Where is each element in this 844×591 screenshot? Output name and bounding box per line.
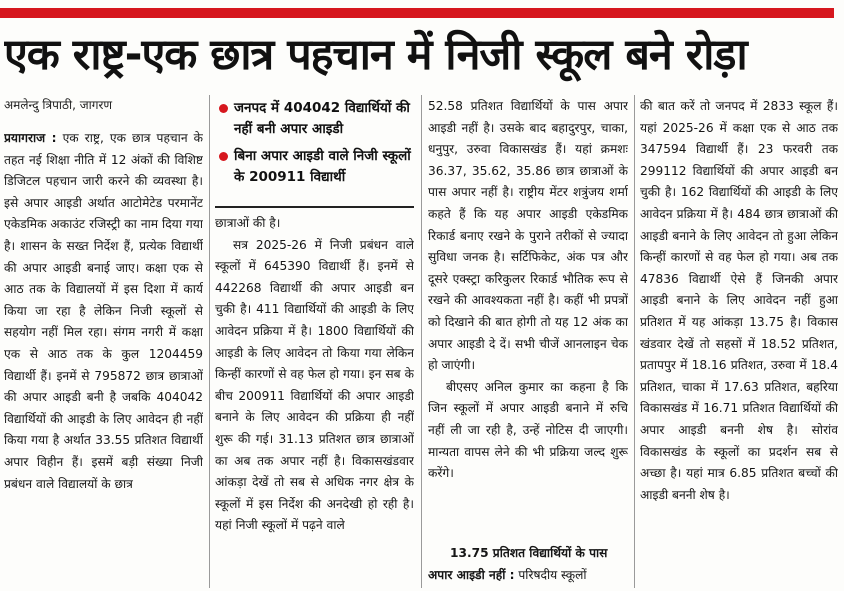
highlight-text: जनपद में 404042 विद्यार्थियों की नहीं बनी अपार आइडी xyxy=(234,100,410,137)
dateline: प्रयागराज : xyxy=(4,131,57,145)
highlights-box xyxy=(215,98,414,208)
paragraph: छात्राओं की है। xyxy=(215,216,281,230)
byline: अमलेन्दु त्रिपाठी, जागरण xyxy=(4,98,113,112)
headline: एक राष्ट्र-एक छात्र पहचान में निजी स्कूल बने रोड़ा xyxy=(4,30,747,80)
paragraph: सत्र 2025-26 में निजी प्रबंधन वाले स्कूलों में 645390 विद्यार्थी हैं। इनमें से 442268 विद्यार्थी की अपार आइडी बन चुकी है। 411 विद्यार्थियों की आइडी के लिए आवेदन प्रक्रिया में है। 1800 विद्यार्थियों की आइडी के लिए आवेदन तो किया गया लेकिन किन्हीं कारणों से वह फेल हो गया। इन सब के बीच 200911 विद्यार्थियों की अपार आइडी बनाने के लिए आवेदन की प्रक्रिया ही नहीं शुरू की गई। 31.13 प्रतिशत छात्र छात्राओं का अब तक अपार नहीं है। विकासखंडवार आंकड़ा देखें तो सब से अधिक नगर क्षेत्र के स्कूलों में इस निर्देश की अनदेखी हो रही है। यहां निजी स्कूलों में पढ़ने वाले xyxy=(215,237,414,533)
paragraph: बीएसए अनिल कुमार का कहना है कि जिन स्कूलों में अपार आइडी बनाने में रुचि नहीं ली जा रही है, उन्हें नोटिस दी जाएगी। मान्यता वापस लेने की भी प्रक्रिया जल्द शुरू करेंगे। xyxy=(428,379,628,481)
column-divider xyxy=(421,95,422,588)
subheading-text: परिषदीय स्कूलों xyxy=(514,567,587,582)
top-red-rule xyxy=(0,8,834,18)
subheading xyxy=(428,543,628,586)
article-column-3 xyxy=(428,96,628,540)
paragraph: की बात करें तो जनपद में 2833 स्कूल हैं। यहां 2025-26 में कक्षा एक से आठ तक 347594 विद्यार्थी हैं। 23 फरवरी तक 299112 विद्यार्थियों की अपार आइडी बन चुकी है। 162 विद्यार्थियों की आइडी के लिए आवेदन प्रक्रिया में है। 484 छात्र छात्राओं की आइडी बनाने के लिए आवेदन तो हुआ लेकिन किन्हीं कारणों से वह फेल हो गया। अब तक 47836 विद्यार्थी ऐसे हैं जिनकी अपार आइडी बनाने के लिए आवेदन नहीं हुआ प्रतिशत में यह आंकड़ा 13.75 है। विकास खंडवार देखें तो सहसों में 18.52 प्रतिशत, प्रतापपुर में 18.16 प्रतिशत, उरुवा में 18.4 प्रतिशत, चाका में 17.63 प्रतिशत, बहरिया विकासखंड में 16.71 प्रतिशत विद्यार्थियों की अपार आइडी बननी शेष है। सोरांव विकासखंड के स्कूलों का प्रदर्शन सब से अच्छा है। यहां मात्र 6.85 प्रतिशत बच्चों की आइडी बननी शेष है। xyxy=(640,99,838,502)
highlights-divider xyxy=(215,206,414,208)
paragraph-text: एक राष्ट्र, एक छात्र पहचान के तहत नई शिक्षा नीति में 12 अंकों की विशिष्ट डिजिटल पहचान जारी करने की व्यवस्था है। इसे अपार आइडी अर्थात आटोमेटेड परमानेंट एकेडमिक अकाउंट रजिस्ट्री का नाम दिया गया है। शासन के सख्त निर्देश हैं, प्रत्येक विद्यार्थी की अपार आइडी बनाई जाए। कक्षा एक से आठ तक के विद्यालयों में इस दिशा में कार्य किया जा रहा है लेकिन निजी स्कूलों से सहयोग नहीं मिल रहा। संगम नगरी में कक्षा एक से आठ तक के कुल 1204459 विद्यार्थी हैं। इनमें से 795872 छात्र छात्राओं की अपार आइडी बनी है जबकि 404042 विद्यार्थियों की आइडी के लिए आवेदन ही नहीं किया गया है अर्थात 33.55 प्रतिशत विद्यार्थी अपार विहीन हैं। इसमें बड़ी संख्या निजी प्रबंधन वाले विद्यालयों के छात्र xyxy=(4,131,203,491)
bullet-icon xyxy=(219,104,228,113)
paragraph xyxy=(4,128,203,495)
subheading-title: 13.75 प्रतिशत विद्यार्थियों के पास अपार आइडी नहीं : xyxy=(428,546,608,582)
article-column-1 xyxy=(4,128,203,588)
article-column-4 xyxy=(640,96,838,588)
article-column-2 xyxy=(215,213,414,588)
highlight-item xyxy=(215,146,414,188)
paragraph: 52.58 प्रतिशत विद्यार्थियों के पास अपार आइडी नहीं है। उसके बाद बहादुरपुर, चाका, धनुपुर, उरुवा विकासखंड हैं। यहां क्रमशः 36.37, 35.62, 35.86 छात्र छात्राओं के पास अपार नहीं है। राष्ट्रीय मेंटर शत्रुंजय शर्मा कहते हैं कि यह अपार आइडी एकेडमिक रिकार्ड बनाए रखने के पुराने तरीकों से ज्यादा सुविधा जनक है। सर्टिफिकेट, अंक पत्र और दूसरे एक्स्ट्रा करिकुलर रिकार्ड भौतिक रूप से रखने की आवश्यकता नहीं है। कहीं भी प्रपत्रों को दिखाने की बात होगी तो यह 12 अंक का अपार आइडी दे दें। सभी चीजें आनलाइन चेक हो जाएंगी। xyxy=(428,99,628,373)
bullet-icon xyxy=(219,152,228,161)
column-divider xyxy=(209,95,210,588)
highlight-item xyxy=(215,98,414,140)
column-divider xyxy=(634,95,635,588)
highlight-text: बिना अपार आइडी वाले निजी स्कूलों के 200911 विद्यार्थी xyxy=(234,148,411,185)
